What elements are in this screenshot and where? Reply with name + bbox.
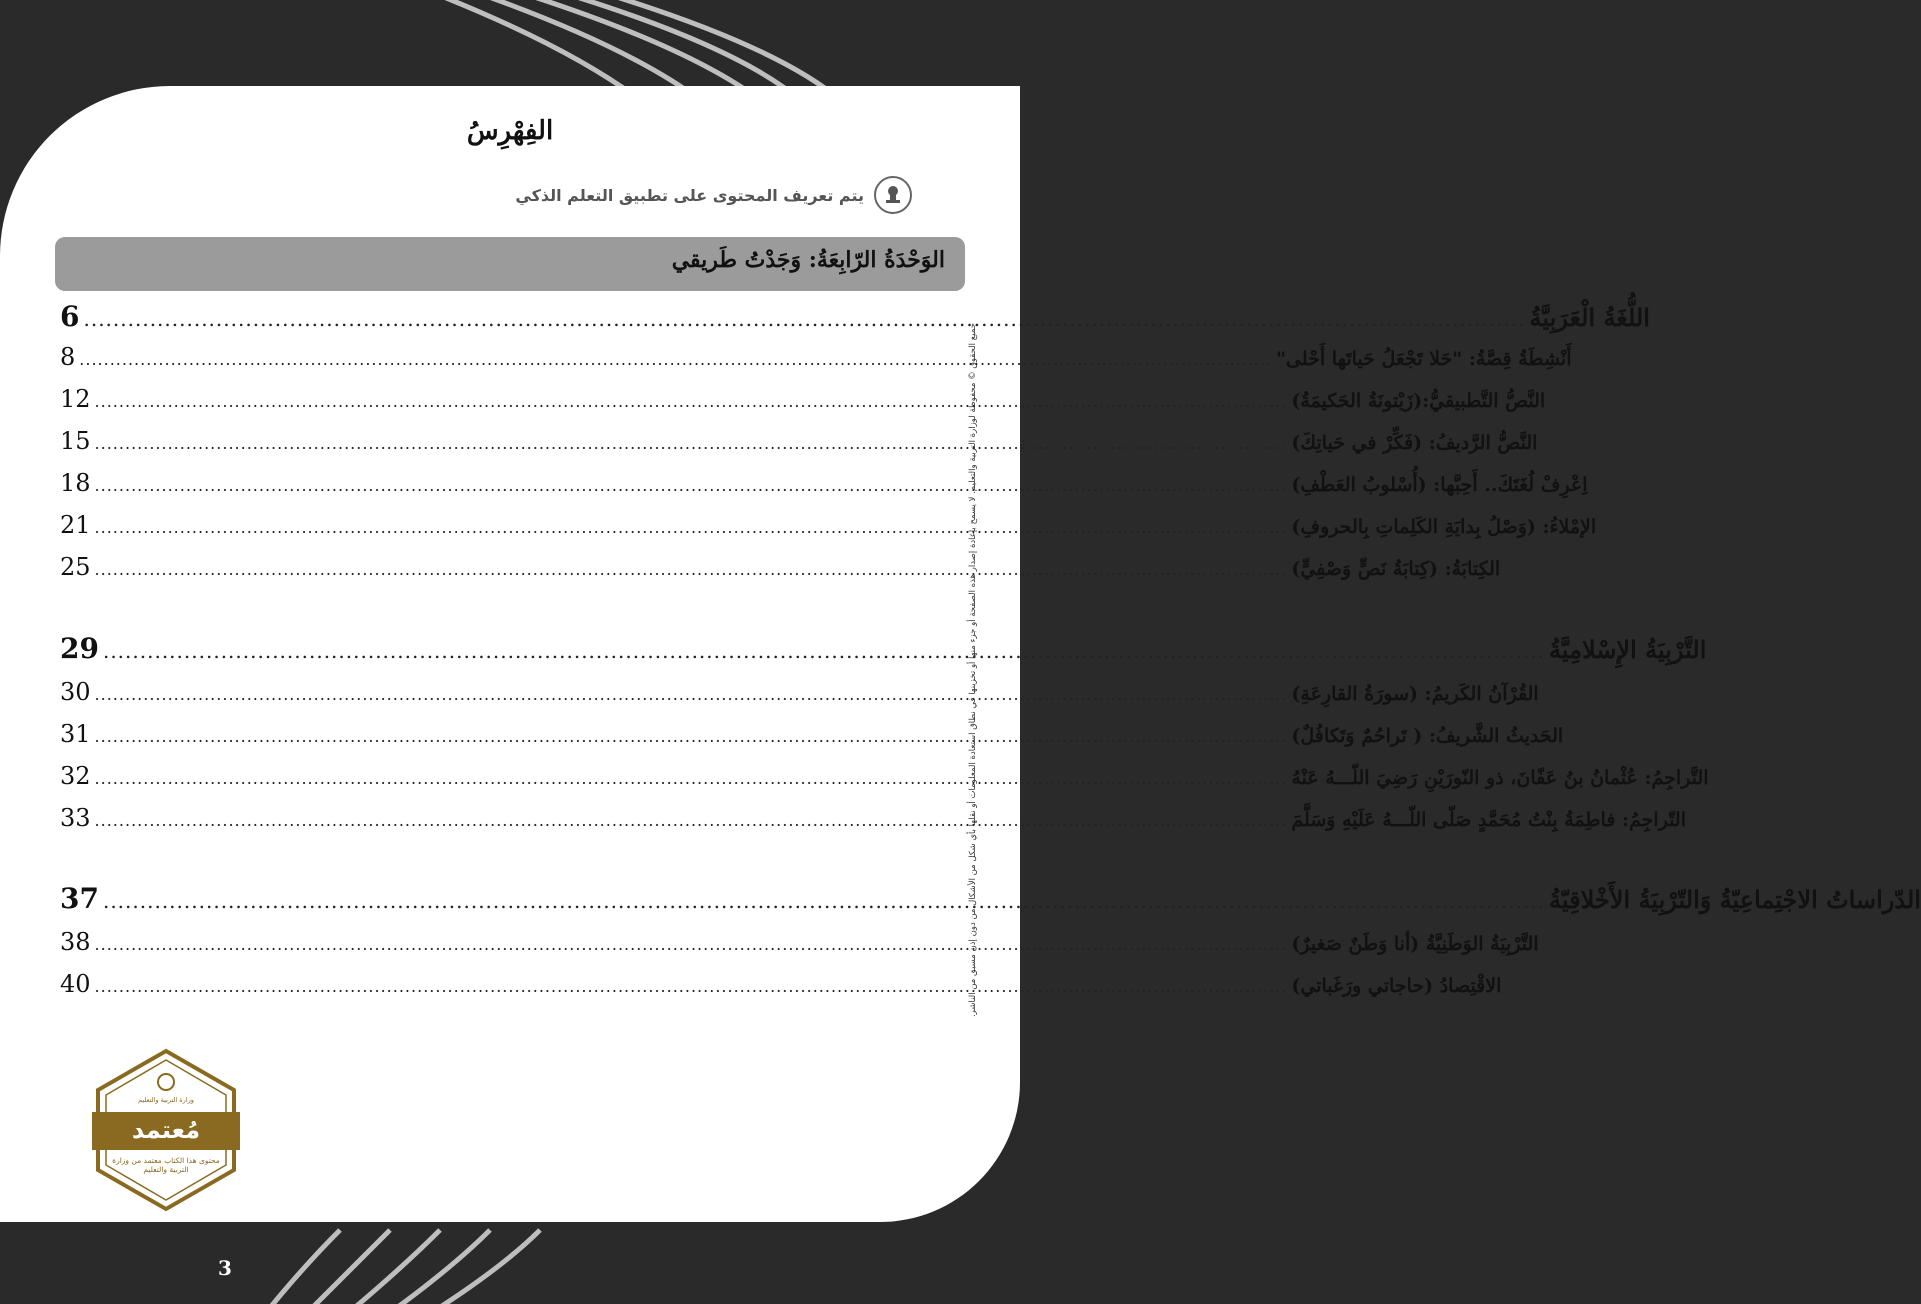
toc-page-number: 15 [60, 427, 91, 455]
toc-item-label: التَّراجِمُ: عُثْمانُ بنُ عَفّانَ، ذو النّورَيْنِ رَضِيَ اللّـــهُ عَنْهُ [1291, 767, 1709, 789]
copyright-side-note-text: جميع الحقوق © محفوظة لوزارة التربية والتعليم. لا يسمح بإعادة إصدار هذه الصفحة أو جزء منها أو تخزينها في نطاق استعادة المعلومات أو نقلها بأي شكل من الأشكال من دون إذن مسبق من الناشر. [968, 322, 978, 1018]
seal-header: وزارة التربية والتعليم [138, 1096, 194, 1104]
toc-page-number: 38 [60, 928, 91, 956]
toc-section-arabic[interactable] [60, 300, 1650, 333]
toc-item-label: التَّرْبِيَةُ الوَطَنِيَّةُ (أنا وَطَنٌ صَغيرٌ) [1291, 933, 1539, 955]
toc-item[interactable] [60, 511, 1597, 539]
toc-item-label: الاقْتِصادُ (حاجاتي ورَغَباتي) [1291, 975, 1502, 997]
leader-dots: .................................................................................................................................................................................................... [94, 727, 1288, 746]
toc-section-islamic[interactable] [60, 632, 1707, 665]
copyright-side-note [966, 310, 980, 1030]
toc-section-social-studies[interactable] [60, 882, 1921, 915]
seal-word: مُعتمد [131, 1116, 201, 1144]
toc-section-label: اللُّغَةُ الْعَرَبِيَّةُ [1529, 303, 1650, 332]
toc-item[interactable] [60, 720, 1564, 748]
leader-dots: .................................................................................................................................................................................................... [102, 889, 1546, 913]
leader-dots: .................................................................................................................................................................................................... [79, 350, 1273, 369]
page-title: الفِهْرِسُ [466, 116, 554, 146]
toc-page-number: 8 [60, 343, 76, 371]
toc-page-number: 31 [60, 720, 91, 748]
smart-learning-app-icon[interactable] [874, 176, 912, 214]
toc-item-label: النَّصُّ التَّطبيقيُّ:(زَيْتونَةُ الحَكيمَةُ) [1291, 390, 1546, 412]
toc-page-number: 6 [60, 300, 80, 333]
leader-dots: .................................................................................................................................................................................................... [94, 935, 1288, 954]
approval-seal [92, 1048, 240, 1212]
toc-section-label: الدّراساتُ الاجْتِماعِيّةُ وَالتّرْبِيَةُ الأَخْلاقِيّةُ [1549, 885, 1921, 914]
toc-page-number: 12 [60, 385, 91, 413]
leader-dots: .................................................................................................................................................................................................... [94, 518, 1288, 537]
toc-page-number: 40 [60, 970, 91, 998]
leader-dots: .................................................................................................................................................................................................... [94, 769, 1288, 788]
toc-item[interactable] [60, 427, 1538, 455]
smart-app-note-text: يتم تعريف المحتوى على تطبيق التعلم الذكي [515, 185, 864, 205]
page-number: 3 [218, 1256, 232, 1280]
toc-page-number: 33 [60, 804, 91, 832]
leader-dots: .................................................................................................................................................................................................... [94, 476, 1288, 495]
leader-dots: .................................................................................................................................................................................................... [94, 392, 1288, 411]
toc-section-label: التَّرْبِيَةُ الإِسْلامِيَّةُ [1549, 635, 1707, 664]
leader-dots: .................................................................................................................................................................................................... [83, 307, 1526, 331]
unit-title-bar [55, 237, 965, 291]
toc-item-label: الحَديثُ الشَّريفُ: ( تَراحُمٌ وَتَكافُلٌ) [1291, 725, 1564, 747]
toc-item-label: النَّصُّ الرَّديفُ: (فَكِّرْ في حَياتِكَ) [1291, 432, 1538, 454]
toc-item[interactable] [60, 970, 1502, 998]
smart-app-note [515, 176, 912, 214]
leader-dots: .................................................................................................................................................................................................... [94, 685, 1288, 704]
leader-dots: .................................................................................................................................................................................................... [94, 560, 1288, 579]
toc-item[interactable] [60, 928, 1539, 956]
toc-item[interactable] [60, 804, 1686, 832]
unit-title: الوَحْدَةُ الرّابِعَةُ: وَجَدْتُ طَريقي [671, 247, 945, 273]
leader-dots: .................................................................................................................................................................................................... [94, 434, 1288, 453]
toc-page-number: 30 [60, 678, 91, 706]
leader-dots: .................................................................................................................................................................................................... [102, 639, 1546, 663]
toc-item[interactable] [60, 469, 1588, 497]
toc-item-label: التّراجِمُ: فاطِمَةُ بِنْتُ مُحَمَّدٍ صَلّى اللّـــهُ عَلَيْهِ وَسَلَّمَ [1291, 809, 1686, 831]
toc-page-number: 18 [60, 469, 91, 497]
toc-item[interactable] [60, 385, 1546, 413]
toc-page-number: 32 [60, 762, 91, 790]
toc-item-label: القُرْآنُ الكَريمُ: (سورَةُ القارِعَةِ) [1291, 683, 1539, 705]
seal-caption: محتوى هذا الكتاب معتمد من وزارة التربية والتعليم [112, 1156, 220, 1175]
toc-item[interactable] [60, 678, 1539, 706]
toc-item-label: أَنْشِطَةُ قِصَّةُ: "حَلا تَجْعَلُ حَياتَها أَحْلى" [1276, 348, 1572, 370]
toc-item-label: اِعْرِفْ لُغَتَكَ.. أَحِبَّها: (أُسْلوبُ العَطْفِ) [1291, 474, 1588, 496]
toc-item[interactable] [60, 553, 1501, 581]
leader-dots: .................................................................................................................................................................................................... [94, 977, 1288, 996]
toc-item[interactable] [60, 343, 1572, 371]
toc-page-number: 29 [60, 632, 99, 665]
toc-item[interactable] [60, 762, 1709, 790]
toc-item-label: الإمْلاءُ: (وَصْلُ بِدايَةِ الكَلِماتِ بِالحروفِ) [1291, 516, 1597, 538]
leader-dots: .................................................................................................................................................................................................... [94, 811, 1288, 830]
toc-page-number: 21 [60, 511, 91, 539]
toc-item-label: الكِتابَةُ: (كِتابَةُ نَصٍّ وَصْفِيٍّ) [1291, 558, 1501, 580]
toc-page-number: 37 [60, 882, 99, 915]
toc-page-number: 25 [60, 553, 91, 581]
